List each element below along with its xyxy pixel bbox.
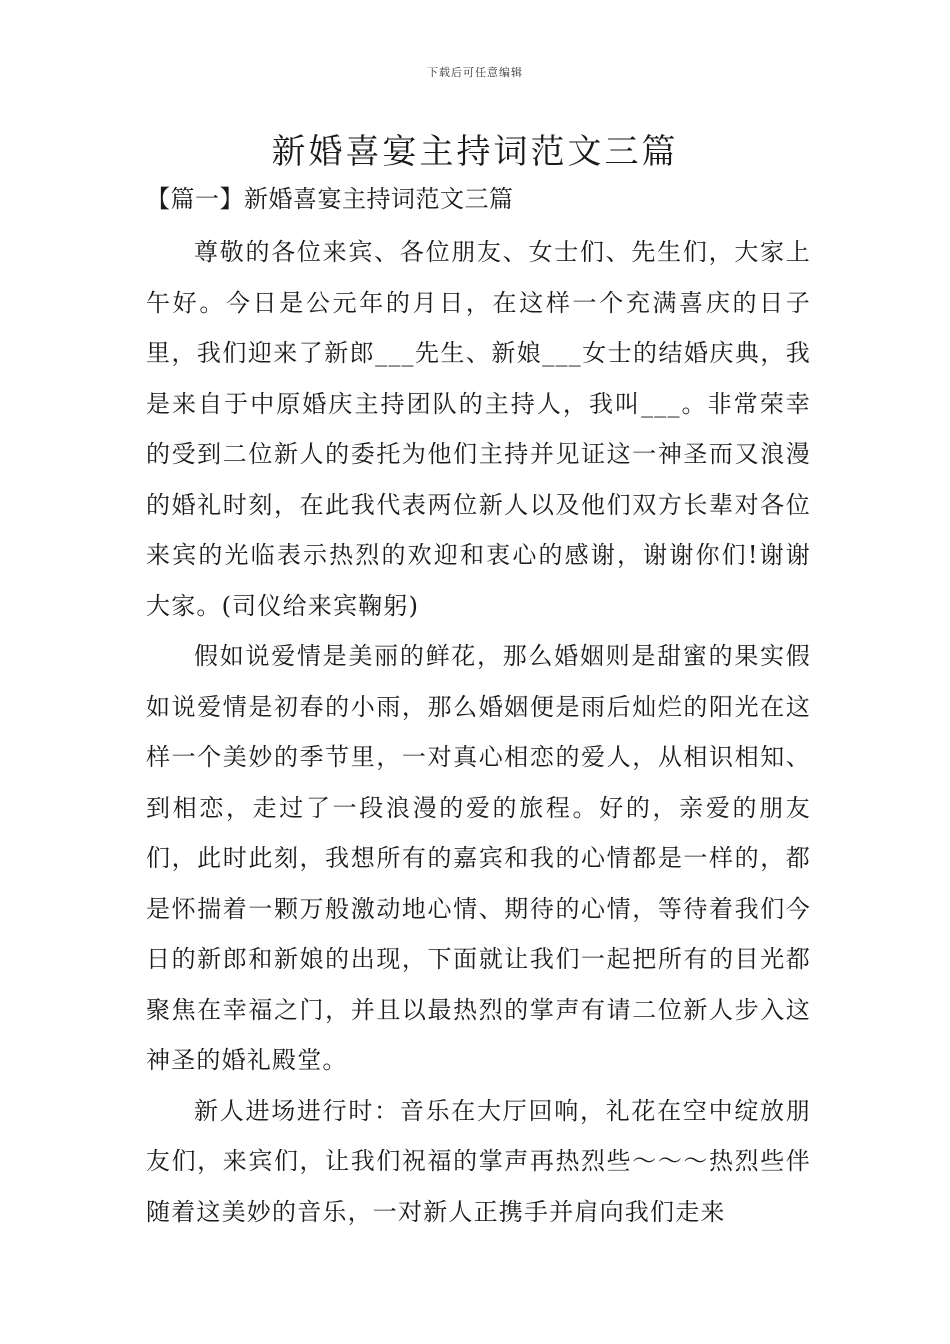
body-text xyxy=(146,227,811,1237)
paragraph: 假如说爱情是美丽的鲜花，那么婚姻则是甜蜜的果实假如说爱情是初春的小雨，那么婚姻便是雨后灿烂的阳光在这样一个美妙的季节里，一对真心相恋的爱人，从相识相知、到相恋，走过了一段浪漫的爱的旅程。好的，亲爱的朋友们，此时此刻，我想所有的嘉宾和我的心情都是一样的，都是怀揣着一颗万般激动地心情、期待的心情，等待着我们今日的新郎和新娘的出现，下面就让我们一起把所有的目光都聚焦在幸福之门，并且以最热烈的掌声有请二位新人步入这神圣的婚礼殿堂。 xyxy=(146,642,811,1074)
document-title: 新婚喜宴主持词范文三篇 xyxy=(271,132,679,172)
header-note: 下载后可任意编辑 xyxy=(427,66,523,79)
paragraph: 新人进场进行时：音乐在大厅回响，礼花在空中绽放朋友们，来宾们，让我们祝福的掌声再热烈些～～～热烈些伴随着这美妙的音乐，一对新人正携手并肩向我们走来 xyxy=(146,1096,811,1226)
section-heading: 【篇一】新婚喜宴主持词范文三篇 xyxy=(146,185,514,213)
paragraph: 尊敬的各位来宾、各位朋友、女士们、先生们，大家上午好。今日是公元年的月日，在这样一个充满喜庆的日子里，我们迎来了新郎___先生、新娘___女士的结婚庆典，我是来自于中原婚庆主持团队的主持人，我叫___。非常荣幸的受到二位新人的委托为他们主持并见证这一神圣而又浪漫的婚礼时刻，在此我代表两位新人以及他们双方长辈对各位来宾的光临表示热烈的欢迎和衷心的感谢，谢谢你们!谢谢大家。(司仪给来宾鞠躬) xyxy=(146,238,811,620)
